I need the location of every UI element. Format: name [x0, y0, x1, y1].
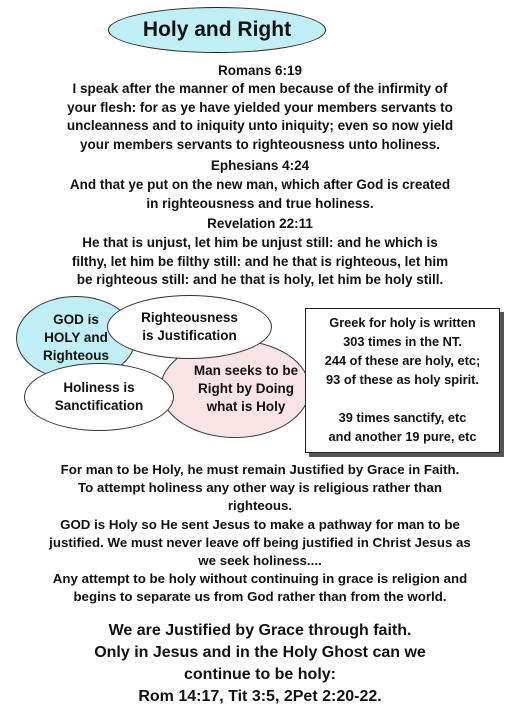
- verse-line: your flesh: for as ye have yielded your members servants to: [67, 99, 453, 115]
- holiness-line: Sanctification: [54, 398, 144, 413]
- righteousness-line: is Justification: [142, 328, 237, 343]
- greek-line: Greek for holy is written: [329, 315, 476, 330]
- romans-reference: Romans 6:19: [217, 63, 303, 78]
- revelation-reference: Revelation 22:11: [207, 216, 313, 231]
- verse-line: I speak after the manner of men because of the infirmity of: [72, 81, 448, 96]
- verse-line: And that ye put on the new man, which after God is created: [69, 177, 451, 192]
- greek-line: 303 times in the NT.: [343, 334, 462, 349]
- romans-verse: [0, 80, 520, 154]
- greek-info-box: [305, 308, 500, 453]
- god-line: HOLY and: [44, 330, 108, 345]
- verse-line: be righteous still: and he that is holy, let him be holy still.: [76, 272, 444, 287]
- body-line: justified. We must never leave off being justified in Christ Jesus as: [49, 534, 471, 550]
- body-line: For man to be Holy, he must remain Justified by Grace in Faith.: [60, 462, 460, 477]
- greek-line: 244 of these are holy, etc;: [324, 353, 481, 368]
- holiness-line: Holiness is: [63, 380, 135, 395]
- closing-line: We are Justified by Grace through faith.: [108, 622, 412, 639]
- body-text: [0, 461, 520, 607]
- closing-line: continue to be holy:: [184, 666, 336, 683]
- god-line: GOD is: [53, 312, 99, 327]
- holiness-oval: [24, 363, 174, 431]
- greek-line: and another 19 pure, etc: [328, 429, 477, 444]
- man-line: what is Holy: [206, 399, 286, 414]
- revelation-verse: [0, 234, 520, 290]
- righteousness-oval: [107, 295, 272, 359]
- verse-line: He that is unjust, let him be unjust still: and he which is: [82, 235, 438, 250]
- body-line: Any attempt to be holy without continuing in grace is religion and: [52, 571, 468, 587]
- man-line: Man seeks to be: [193, 363, 299, 378]
- body-line: To attempt holiness any other way is religious rather than: [77, 480, 442, 496]
- body-line: begins to separate us from God rather than from the world.: [73, 589, 447, 605]
- verse-line: uncleanness and to iniquity unto iniquity; even so now yield: [66, 118, 454, 133]
- ephesians-verse: [0, 176, 520, 213]
- body-line: we seek holiness....: [198, 553, 322, 569]
- greek-line: 93 of these as holy spirit.: [326, 372, 479, 387]
- closing-line: Only in Jesus and in the Holy Ghost can we: [94, 644, 426, 661]
- greek-line: 39 times sanctify, etc: [338, 410, 467, 425]
- closing-line: Rom 14:17, Tit 3:5, 2Pet 2:20-22.: [138, 688, 382, 705]
- verse-line: in righteousness and true holiness.: [146, 195, 374, 211]
- verse-line: filthy, let him be filthy still: and he that is righteous, let him: [71, 253, 449, 269]
- closing-text: [0, 620, 520, 708]
- page-title: Holy and Right: [142, 18, 292, 41]
- body-line: GOD is Holy so He sent Jesus to make a pathway for man to be: [60, 516, 460, 532]
- greek-line: [306, 389, 499, 408]
- ephesians-reference: Ephesians 4:24: [210, 158, 310, 173]
- body-line: righteous.: [227, 498, 293, 514]
- title-oval: [108, 7, 326, 53]
- righteousness-line: Righteousness: [141, 310, 238, 325]
- verse-line: your members servants to righteousness unto holiness.: [79, 136, 441, 152]
- man-line: Right by Doing: [198, 381, 294, 396]
- god-line: Righteous: [43, 348, 109, 363]
